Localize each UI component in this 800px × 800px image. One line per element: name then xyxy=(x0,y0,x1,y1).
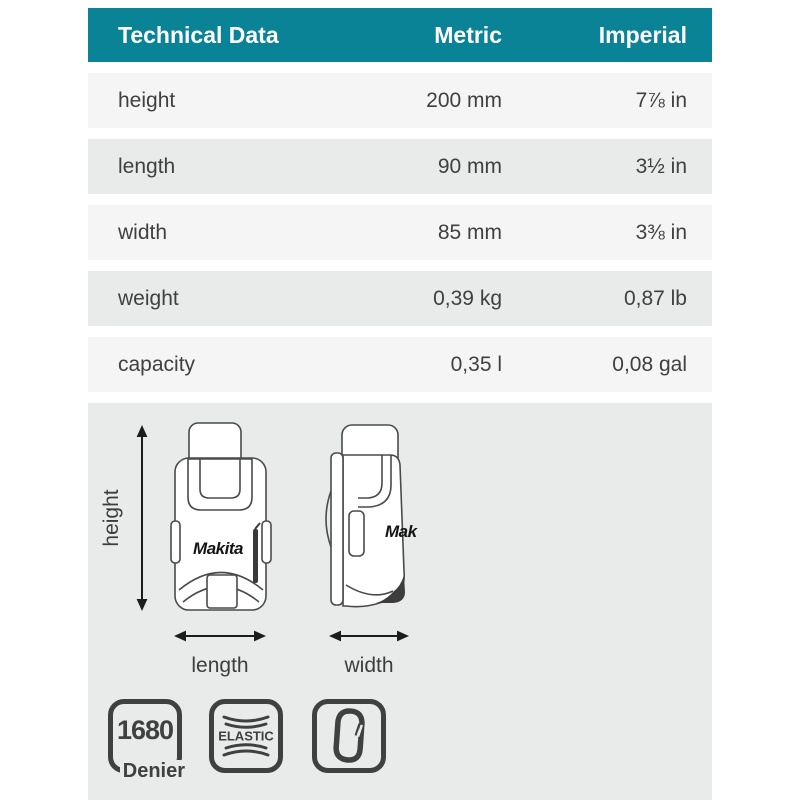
row-metric-value: 0,39 kg xyxy=(433,286,502,310)
row-metric-value: 85 mm xyxy=(437,220,502,244)
row-metric-value: 90 mm xyxy=(437,154,502,178)
zipper-icon xyxy=(253,529,258,583)
holster-front-view xyxy=(171,423,271,610)
length-dimension-label: length xyxy=(191,654,249,677)
table-header-metric: Metric xyxy=(434,21,502,48)
feature-badges xyxy=(108,699,386,782)
row-metric-value: 200 mm xyxy=(426,88,502,112)
row-label: width xyxy=(118,220,168,244)
height-dimension-arrow xyxy=(137,425,148,611)
row-imperial-value: 0,08 gal xyxy=(612,352,687,376)
height-dimension-label: height xyxy=(100,489,123,547)
length-dimension-arrow xyxy=(174,631,266,642)
row-label: capacity xyxy=(118,352,196,376)
elastic-label: ELASTIC xyxy=(218,728,274,744)
makita-logo: Makita xyxy=(193,539,243,558)
makita-logo-partial: Mak xyxy=(385,522,417,541)
holster-dimension-drawing xyxy=(88,403,712,693)
table-row-width xyxy=(88,205,712,260)
table-row-length xyxy=(88,139,712,194)
row-metric-value: 0,35 l xyxy=(450,352,502,376)
spec-sheet xyxy=(88,8,712,800)
table-row-weight xyxy=(88,271,712,326)
row-imperial-value: 3⅜ in xyxy=(635,220,687,244)
row-imperial-value: 3½ in xyxy=(635,154,687,178)
holster-side-view xyxy=(326,425,419,607)
table-header xyxy=(88,8,712,62)
dimension-diagram-section xyxy=(88,403,712,800)
width-dimension-label: width xyxy=(344,654,394,677)
table-header-technical-data: Technical Data xyxy=(118,21,279,48)
denier-unit: Denier xyxy=(120,760,188,782)
row-imperial-value: 7⅞ in xyxy=(635,88,687,112)
table-row-height xyxy=(88,73,712,128)
denier-1680-badge-icon xyxy=(108,699,185,782)
elastic-waves-icon xyxy=(212,702,280,770)
row-label: weight xyxy=(118,286,179,310)
row-label: length xyxy=(118,154,176,178)
carabiner-icon xyxy=(315,702,383,770)
row-imperial-value: 0,87 lb xyxy=(623,286,687,310)
carabiner-badge-icon xyxy=(312,699,386,773)
elastic-badge-icon xyxy=(209,699,283,773)
table-row-capacity xyxy=(88,337,712,392)
row-label: height xyxy=(118,88,176,112)
denier-value: 1680 xyxy=(116,715,174,745)
width-dimension-arrow xyxy=(329,631,409,642)
table-header-imperial: Imperial xyxy=(598,21,687,48)
